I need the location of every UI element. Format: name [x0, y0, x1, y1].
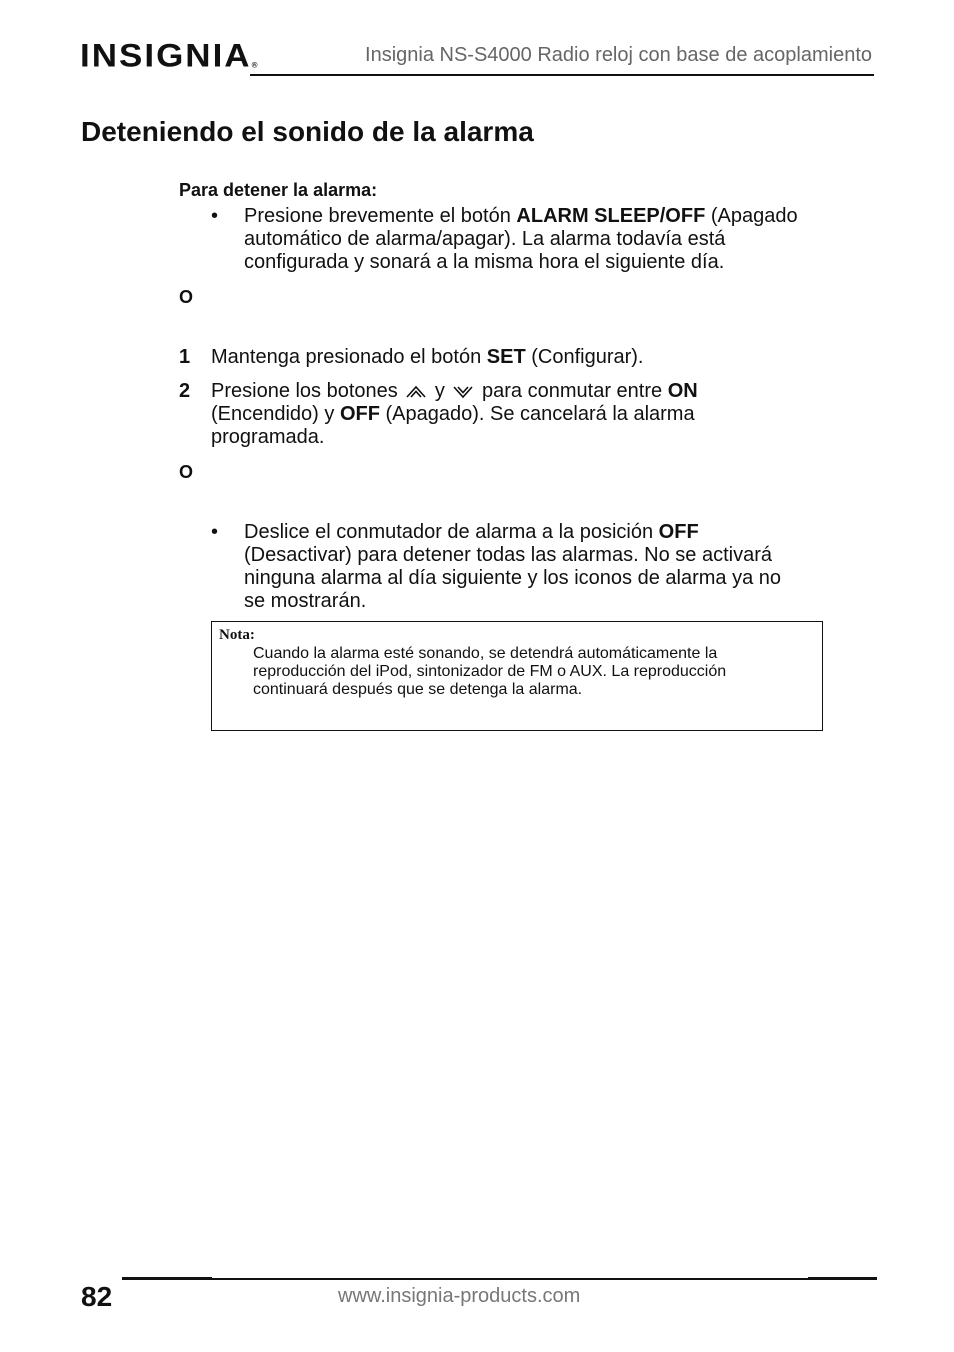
note-label: Nota:	[219, 627, 255, 643]
step-number: 1	[179, 346, 191, 368]
footer-url: www.insignia-products.com	[338, 1285, 581, 1307]
bullet-marker: •	[211, 521, 219, 543]
or-separator: O	[179, 462, 194, 482]
note-line-2: reproducción del iPod, sintonizador de FM o AUX. La reproducción	[253, 663, 727, 680]
instruction-bullet-1	[244, 205, 874, 274]
note-text	[253, 645, 813, 699]
step-2-text	[211, 380, 851, 449]
bullet-2-line-2: (Desactivar) para detener todas las alarmas. No se activará	[244, 544, 773, 566]
bullet-2-line-3: ninguna alarma al día siguiente y los iconos de alarma ya no	[244, 567, 781, 589]
step-1-text: Mantenga presionado el botón SET (Configurar).	[211, 346, 644, 368]
footer-divider	[122, 1278, 877, 1280]
procedure-subheading: Para detener la alarma:	[179, 180, 378, 200]
header-divider	[250, 74, 874, 76]
bullet-2-line-4: se mostrarán.	[244, 590, 367, 612]
page-number: 82	[81, 1281, 113, 1312]
bullet-1-line-1: Presione brevemente el botón ALARM SLEEP/OFF (Apagado	[244, 205, 798, 227]
or-separator: O	[179, 287, 194, 307]
instruction-bullet-2	[244, 521, 874, 613]
note-line-3: continuará después que se detenga la alarma.	[253, 681, 583, 698]
bullet-1-line-2: automático de alarma/apagar). La alarma todavía está	[244, 228, 726, 250]
bullet-marker: •	[211, 205, 219, 227]
footer-divider-accent-left	[122, 1277, 212, 1280]
brand-logo: INSIGNIA®	[80, 38, 258, 74]
up-arrow-icon	[405, 382, 427, 398]
step-number: 2	[179, 380, 191, 402]
bullet-2-line-1: Deslice el conmutador de alarma a la posición OFF	[244, 521, 699, 543]
section-heading: Deteniendo el sonido de la alarma	[81, 116, 534, 147]
bullet-1-line-3: configurada y sonará a la misma hora el siguiente día.	[244, 251, 725, 273]
step-2-line-3: programada.	[211, 426, 325, 448]
document-title: Insignia NS-S4000 Radio reloj con base de acoplamiento	[365, 44, 872, 66]
down-arrow-icon	[452, 382, 474, 398]
note-line-1: Cuando la alarma esté sonando, se detendrá automáticamente la	[253, 645, 718, 662]
step-2-line-1: Presione los botones y para conmutar entre ON	[211, 380, 698, 402]
footer-divider-accent-right	[808, 1277, 877, 1280]
step-2-line-2: (Encendido) y OFF (Apagado). Se cancelará la alarma	[211, 403, 695, 425]
